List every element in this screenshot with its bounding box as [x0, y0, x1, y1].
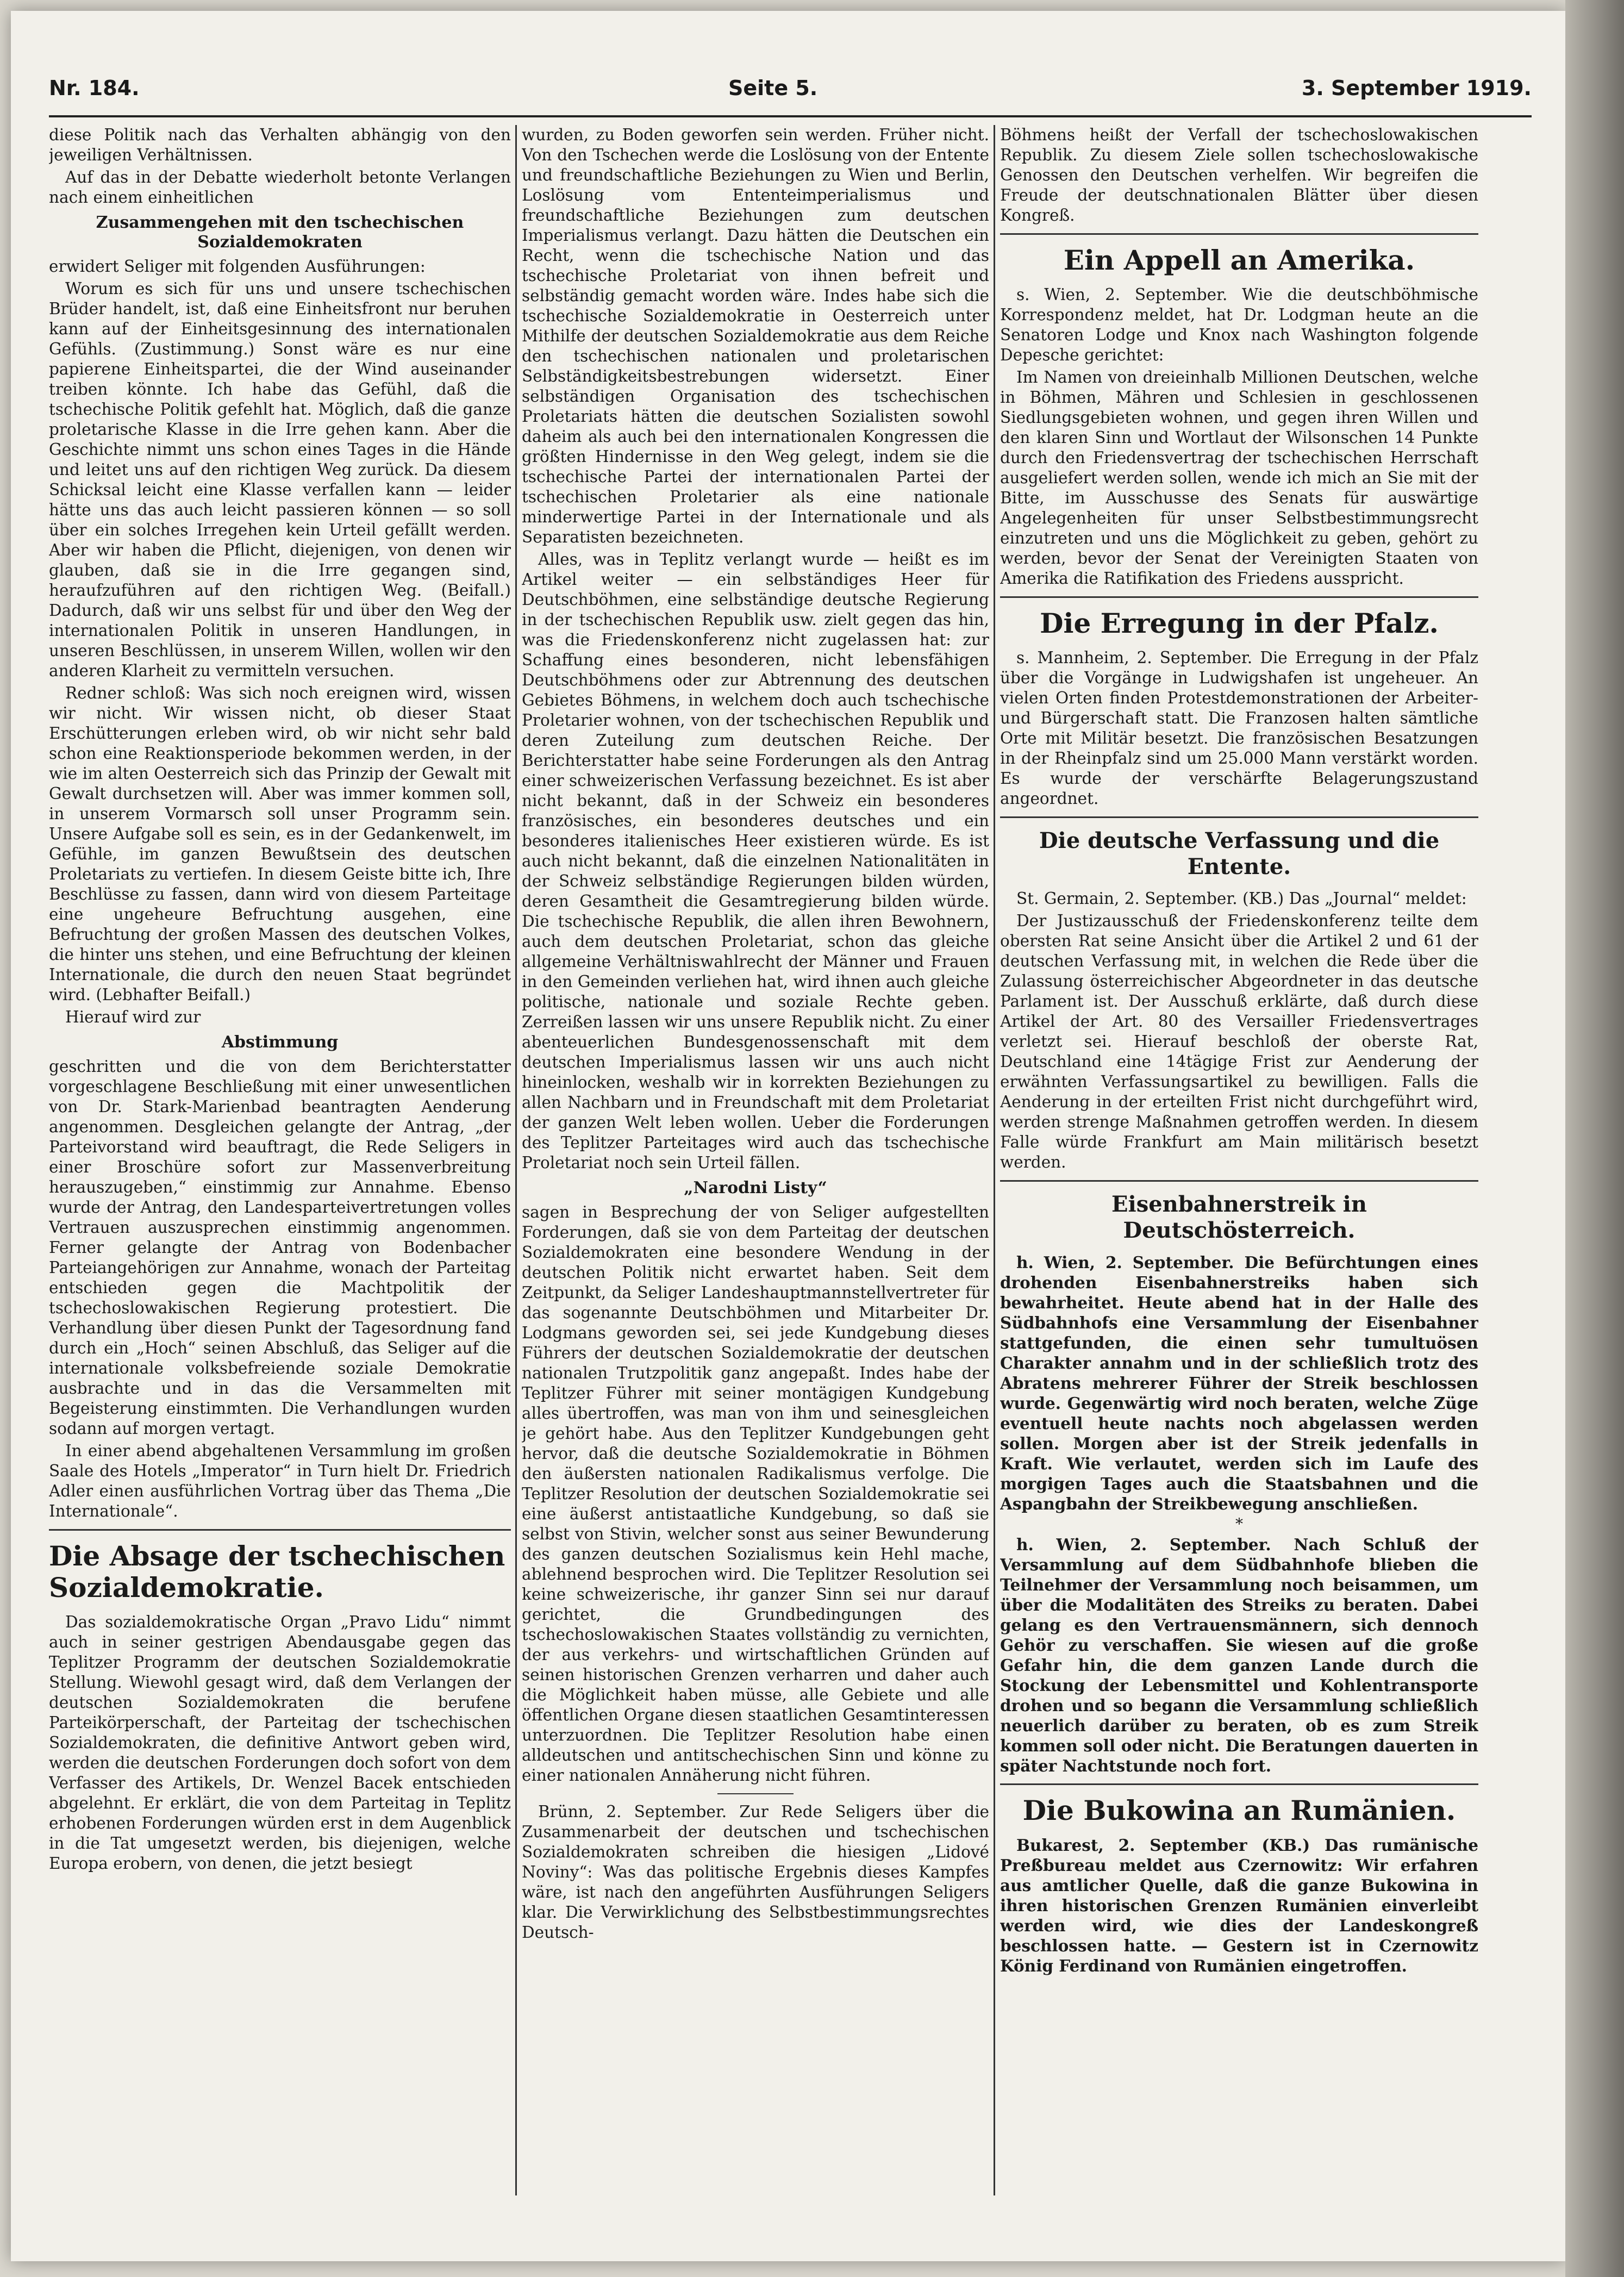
- section-rule: [1000, 816, 1478, 818]
- article-headline: Die deutsche Verfassung und die Entente.: [1039, 828, 1440, 879]
- paragraph: geschritten und die von dem Berichterstatter vorgeschlagene Beschließung mit einer unwesentlichen von Dr. Stark-Marienbad beantragten Aenderung angenommen. Desgleichen gelangte der Antrag, „der Parteivorstand wird beauftragt, die Rede Seligers in einer Broschüre sofort zur Massenverbreitung herauszugeben,“ einstimmig zur Annahme. Ebenso wurde der Antrag, den Landesparteivertretungen volles Vertrauen auszusprechen einstimmig angenommen. Ferner gelangte der Antrag von Bodenbacher Parteiangehörigen zur Annahme, wonach der Parteitag entschieden gegen die Machtpolitik der tschechoslowakischen Regierung protestiert. Die Verhandlung über diesen Punkt der Tagesordnung fand durch ein „Hoch“ seinen Abschluß, das Seliger auf die internationale volksbefreiende soziale Demokratie ausbrachte und in das die Versammelten mit Begeisterung einstimmten. Die Verhandlungen wurden sodann auf morgen vertagt.: [49, 1057, 511, 1438]
- paragraph: h. Wien, 2. September. Die Befürchtungen eines drohenden Eisenbahnerstreiks haben sich bewahrheitet. Heute abend hat in der Halle des Südbahnhofs eine Versammlung der Eisenbahner stattgefunden, die einen sehr tumultuösen Charakter annahm und in der schließlich trotz des Abratens mehrerer Führer der Streik beschlossen wurde. Gegenwärtig wird noch beraten, welche Züge eventuell heute nachts noch abgelassen werden sollen. Morgen aber ist der Streik jedenfalls in Kraft. Wie verlautet, werden sich im Laufe des morgigen Tages auch die Staatsbahnen und die Aspangbahn der Streikbewegung anschließen.: [1000, 1253, 1478, 1513]
- article-headline: Die Erregung in der Pfalz.: [1040, 607, 1439, 639]
- separator-star: *: [1235, 1515, 1243, 1533]
- article-headline: Ein Appell an Amerika.: [1063, 244, 1415, 276]
- paragraph: sagen in Besprechung der von Seliger aufgestellten Forderungen, daß sie von dem Parteitag der deutschen Sozialdemokraten eine besondere Wendung in der deutschen Politik nicht erwartet haben. Seit dem Zeitpunkt, da Seliger Landeshauptmannstellvertreter für das sogenannte Deutschböhmen und Mitarbeiter Dr. Lodgmans geworden sei, sei jede Kundgebung dieses Führers der deutschen Sozialdemokratie der deutschen nationalen Trutzpolitik ganz angepaßt. Indes habe der Teplitzer Führer mit seiner montägigen Kundgebung alles übertroffen, was man von ihm und seinesgleichen je gehört habe. Aus den Teplitzer Kundgebungen geht hervor, daß die deutsche Sozialdemokratie in Böhmen den äußersten nationalen Radikalismus verfolge. Die Teplitzer Resolution der deutschen Sozialdemokratie sei eine äußerst antistaatliche Kundgebung, so daß sie selbst von Stivin, welcher sonst aus seiner Bewunderung des ganzen deutschen Sozialismus kein Hehl mache, ablehnend besprochen wird. Die Teplitzer Resolution sei keine schweizerische, ihr ganzer Sinn sei nur darauf gerichtet, die Grundbedingungen des tschechoslowakischen Staates vollständig zu vernichten, der aus verkehrs- und wirtschaftlichen Gründen auf seinen historischen Grenzen verharren und daher auch die Möglichkeit haben müsse, alle Gebiete und alle öffentlichen Organe diesen staatlichen Gesamtinteressen unterzuordnen. Die Teplitzer Resolution habe einen alldeutschen und antitschechischen Sinn und könne zu einer nationalen Annäherung nicht führen.: [522, 1203, 989, 1785]
- paragraph: St. Germain, 2. September. (KB.) Das „Journal“ meldet:: [1016, 889, 1467, 908]
- subheading: Abstimmung: [221, 1033, 339, 1052]
- paragraph: wurden, zu Boden geworfen sein werden. Früher nicht. Von den Tschechen werde die Loslösung von der Entente und freundschaftliche Beziehungen zu Wien und Berlin, Loslösung vom Ententeimperialismus und freundschaftliche Beziehungen zum deutschen Imperialismus verlangt. Dazu hätten die Deutschen ein Recht, wenn die tschechische Nation und das tschechische Proletariat von ihnen befreit und selbständig gemacht worden wäre. Indes habe sich die tschechische Sozialdemokratie in Oesterreich unter Mithilfe der deutschen Sozialdemokratie aus dem Reiche den tschechischen nationalen und proletarischen Selbständigkeitsbestrebungen widersetzt. Einer selbständigen Organisation des tschechischen Proletariats hätten die deutschen Sozialisten sowohl daheim als auch bei den internationalen Kongressen die größten Hindernisse in den Weg gelegt, indem sie die tschechische Partei der internationalen Partei der tschechischen Proletarier als eine nationale minderwertige Partei in der Internationale und als Separatisten bezeichneten.: [522, 126, 989, 546]
- paragraph: Der Justizausschuß der Friedenskonferenz teilte dem obersten Rat seine Ansicht über die Artikel 2 und 61 der deutschen Verfassung mit, in welchen die Rede über die Zulassung österreichischer Abgeordneter in das deutsche Parlament ist. Der Ausschuß erklärte, daß durch diese Artikel der Art. 80 des Versailler Friedensvertrages verletzt sei. Hierauf beschloß der oberste Rat, Deutschland eine 14tägige Frist zur Aenderung der erwähnten Verfassungsartikel zu bewilligen. Falls die Aenderung in der erteilten Frist nicht durchgeführt wird, werden strenge Maßnahmen getroffen werden. In diesem Falle würde Frankfurt am Main militärisch besetzt werden.: [1000, 912, 1478, 1171]
- paragraph: Worum es sich für uns und unsere tschechischen Brüder handelt, ist, daß eine Einheitsfront nur beruhen kann auf der Einheitsgesinnung des internationalen Gefühls. (Zustimmung.) Sonst wäre es nur eine papierene Einheitspartei, die der Wind auseinander treiben könnte. Ich habe das Gefühl, daß die tschechische Politik gefehlt hat. Möglich, daß die ganze proletarische Klasse in die Irre gehen kann. Aber die Geschichte nimmt uns schon eines Tages in die Hände und leitet uns auf den richtigen Weg zurück. Da diesem Schicksal leicht eine Klasse verfallen kann — leider hätte uns das auch leicht passieren können — so soll über ein solches Irregehen kein Urteil gefällt werden. Aber wir haben die Pflicht, diejenigen, von denen wir glauben, daß sie in die Irre gegangen sind, heraufzuführen auf den richtigen Weg. (Beifall.) Dadurch, daß wir uns selbst für und über den Weg der internationalen Politik in unseren Handlungen, in unseren Beschlüssen, in unserem Willen, wollen wir den anderen Klarheit zu vermitteln versuchen.: [49, 279, 511, 680]
- paragraph: Bukarest, 2. September (KB.) Das rumänische Preßbureau meldet aus Czernowitz: Wir erfahren aus amtlicher Quelle, daß die ganze Bukowina in ihren historischen Grenzen Rumänien einverleibt werden wird, wie dies der Landeskongreß beschlossen hatte. — Gestern ist in Czernowitz König Ferdinand von Rumänien eingetroffen.: [1000, 1836, 1478, 1975]
- paragraph: Brünn, 2. September. Zur Rede Seligers über die Zusammenarbeit der deutschen und tschechischen Sozialdemokraten schreiben die hiesigen „Lidové Noviny“: Was das politische Ergebnis dieses Kampfes wäre, ist nach den angeführten Ausführungen Seligers klar. Die Verwirklichung des Selbstbestimmungsrechtes Deutsch-: [522, 1802, 989, 1942]
- paragraph: Böhmens heißt der Verfall der tschechoslowakischen Republik. Zu diesem Ziele sollen tschechoslowakische Genossen den Deutschen verhelfen. Wir begreifen die Freude der deutschnationalen Blätter über diesen Kongreß.: [1000, 126, 1478, 224]
- article-headline: Die Bukowina an Rumänien.: [1022, 1794, 1456, 1826]
- section-rule: [1000, 1180, 1478, 1182]
- issue-number: Nr. 184.: [49, 76, 140, 100]
- paragraph: Redner schloß: Was sich noch ereignen wird, wissen wir nicht. Wir wissen nicht, ob dieser Staat Erschütterungen erleben wird, ob wir nicht sehr bald schon eine Reaktionsperiode bekommen werden, in der wie im alten Oesterreich sich das Prinzip der Gewalt mit Gewalt durchsetzen will. Aber was immer kommen soll, in unserem Vormarsch soll unser Programm sein. Unsere Aufgabe soll es sein, es in der Gedankenwelt, im Gefühle, im ganzen Bewußtsein des deutschen Proletariats zu vertiefen. In diesem Geiste bitte ich, Ihre Beschlüsse zu fassen, dann wird von diesem Parteitage eine ungeheure Befruchtung ausgehen, eine Befruchtung der großen Massen des deutschen Volkes, die hinter uns stehen, und eine Befruchtung der kleinen Internationale, die durch den neuen Staat begründet wird. (Lebhafter Beifall.): [49, 684, 511, 1004]
- section-rule: [1000, 596, 1478, 598]
- section-rule: [49, 1529, 511, 1531]
- subheading: Zusammengehen mit den tschechischen Sozialdemokraten: [96, 213, 464, 252]
- paragraph: Alles, was in Teplitz verlangt wurde — heißt es im Artikel weiter — ein selbständiges Heer für Deutschböhmen, eine selbständige deutsche Regierung in der tschechischen Republik usw. zielt gegen das hin, was die Friedenskonferenz nicht zugelassen hat: zur Schaffung eines besonderen, nicht lebensfähigen Deutschböhmens oder zur Abtrennung des deutschen Gebietes Böhmens, in welchem doch auch tschechische Proletarier wohnen, von der tschechischen Republik und deren Zuteilung zum deutschen Reiche. Der Berichterstatter habe seine Forderungen als den Antrag einer schweizerischen Verfassung bezeichnet. Es ist aber nicht bekannt, daß in der Schweiz ein besonderes französisches, ein besonderes deutsches und ein besonderes italienisches Heer existieren würde. Es ist auch nicht bekannt, daß die einzelnen Nationalitäten in der Schweiz selbständige Regierungen bilden würden, deren Gesamtheit die Gesamtregierung bilden würde. Die tschechische Republik, die allen ihren Bewohnern, auch dem deutschen Proletariat, schon das gleiche allgemeine Verhältniswahlrecht der Männer und Frauen in den Gemeinden verliehen hat, wird ihnen auch gleiche politische, nationale und soziale Rechte geben. Zerreißen lassen wir uns unsere Republik nicht. Zu einer abenteuerlichen Bundesgenossenschaft mit dem deutschen Imperialismus lassen wir uns auch nicht hineinlocken, weshalb wir in korrekten Beziehungen zu allen Nachbarn und in Freundschaft mit dem Proletariat der ganzen Welt leben wollen. Ueber die Forderungen des Teplitzer Parteitages wird auch das tschechische Proletariat noch sein Urteil fällen.: [522, 550, 989, 1172]
- subheading: „Narodni Listy“: [684, 1178, 827, 1197]
- paragraph: diese Politik nach das Verhalten abhängig von den jeweiligen Verhältnissen.: [49, 126, 511, 164]
- page-header: [49, 76, 1532, 114]
- column-3: [1000, 125, 1478, 2212]
- issue-date: 3. September 1919.: [1301, 76, 1532, 100]
- page-edge-shadow: [1565, 0, 1624, 2277]
- section-rule: [1000, 233, 1478, 235]
- column-divider-1: [515, 125, 517, 2195]
- column-divider-2: [994, 125, 995, 2195]
- article-headline: Eisenbahnerstreik in Deutschösterreich.: [1111, 1191, 1367, 1243]
- paragraph: Das sozialdemokratische Organ „Pravo Lidu“ nimmt auch in seiner gestrigen Abendausgabe gegen das Teplitzer Programm der deutschen Sozialdemokratie Stellung. Wiewohl gesagt wird, daß dem Verlangen der deutschen Sozialdemokraten die berufene Parteikörperschaft, der Parteitag der tschechischen Sozialdemokraten, die definitive Antwort geben wird, werden die deutschen Forderungen doch sofort von dem Verfasser des Artikels, Dr. Wenzel Bacek entschieden abgelehnt. Er erklärt, die von dem Parteitag in Teplitz erhobenen Forderungen würden erst in dem Augenblick in die Tat umgesetzt werden, bis diejenigen, welche Europa erobern, von denen, die jetzt besiegt: [49, 1613, 511, 1873]
- paragraph: Im Namen von dreieinhalb Millionen Deutschen, welche in Böhmen, Mähren und Schlesien in geschlossenen Siedlungsgebieten wohnen, und gegen ihren Willen und den klaren Sinn und Wortlaut der Wilsonschen 14 Punkte durch den Friedensvertrag der tschechischen Herrschaft ausgeliefert werden sollen, wende ich mich an Sie mit der Bitte, im Ausschusse des Senats für auswärtige Angelegenheiten für unser Selbstbestimmungsrecht einzutreten und uns die Möglichkeit zu geben, gehört zu werden, bevor der Senat der Vereinigten Staaten von Amerika die Ratifikation des Friedens ausspricht.: [1000, 368, 1478, 588]
- section-rule: [717, 1793, 794, 1794]
- paragraph: s. Wien, 2. September. Wie die deutschböhmische Korrespondenz meldet, hat Dr. Lodgman heute an die Senatoren Lodge und Knox nach Washington folgende Depesche gerichtet:: [1000, 285, 1478, 364]
- section-rule: [1000, 1783, 1478, 1785]
- paragraph: Hierauf wird zur: [65, 1008, 201, 1026]
- article-headline: Die Absage der tschechischen Sozialdemokratie.: [49, 1540, 505, 1604]
- paragraph: erwidert Seliger mit folgenden Ausführungen:: [49, 257, 426, 276]
- column-2: [522, 125, 989, 2212]
- paragraph: In einer abend abgehaltenen Versammlung im großen Saale des Hotels „Imperator“ in Turn hielt Dr. Friedrich Adler einen ausführlichen Vortrag über das Thema „Die Internationale“.: [49, 1442, 511, 1520]
- page-number: Seite 5.: [728, 76, 818, 100]
- column-1: [49, 125, 511, 2212]
- paragraph: Auf das in der Debatte wiederholt betonte Verlangen nach einem einheitlichen: [49, 168, 511, 207]
- paragraph: h. Wien, 2. September. Nach Schluß der Versammlung auf dem Südbahnhofe blieben die Teilnehmer der Versammlung noch beisammen, um über die Modalitäten des Streiks zu beraten. Dabei gelang es den Vertrauensmännern, sich dennoch Gehör zu verschaffen. Sie wiesen auf die große Gefahr hin, die dem ganzen Lande durch die Stockung der Lebensmittel und Kohlentransporte drohen und so begann die Versammlung schließlich neuerlich darüber zu beraten, ob es zum Streik kommen soll oder nicht. Die Beratungen dauerten in später Nachtstunde noch fort.: [1000, 1535, 1478, 1775]
- paragraph: s. Mannheim, 2. September. Die Erregung in der Pfalz über die Vorgänge in Ludwigshafen ist ungeheuer. An vielen Orten finden Protestdemonstrationen der Arbeiter- und Bürgerschaft statt. Die Franzosen halten sämtliche Orte mit Militär besetzt. Die französischen Besatzungen in der Rheinpfalz sind um 25.000 Mann verstärkt worden. Es wurde der verschärfte Belagerungszustand angeordnet.: [1000, 648, 1478, 808]
- header-rule: [49, 115, 1532, 117]
